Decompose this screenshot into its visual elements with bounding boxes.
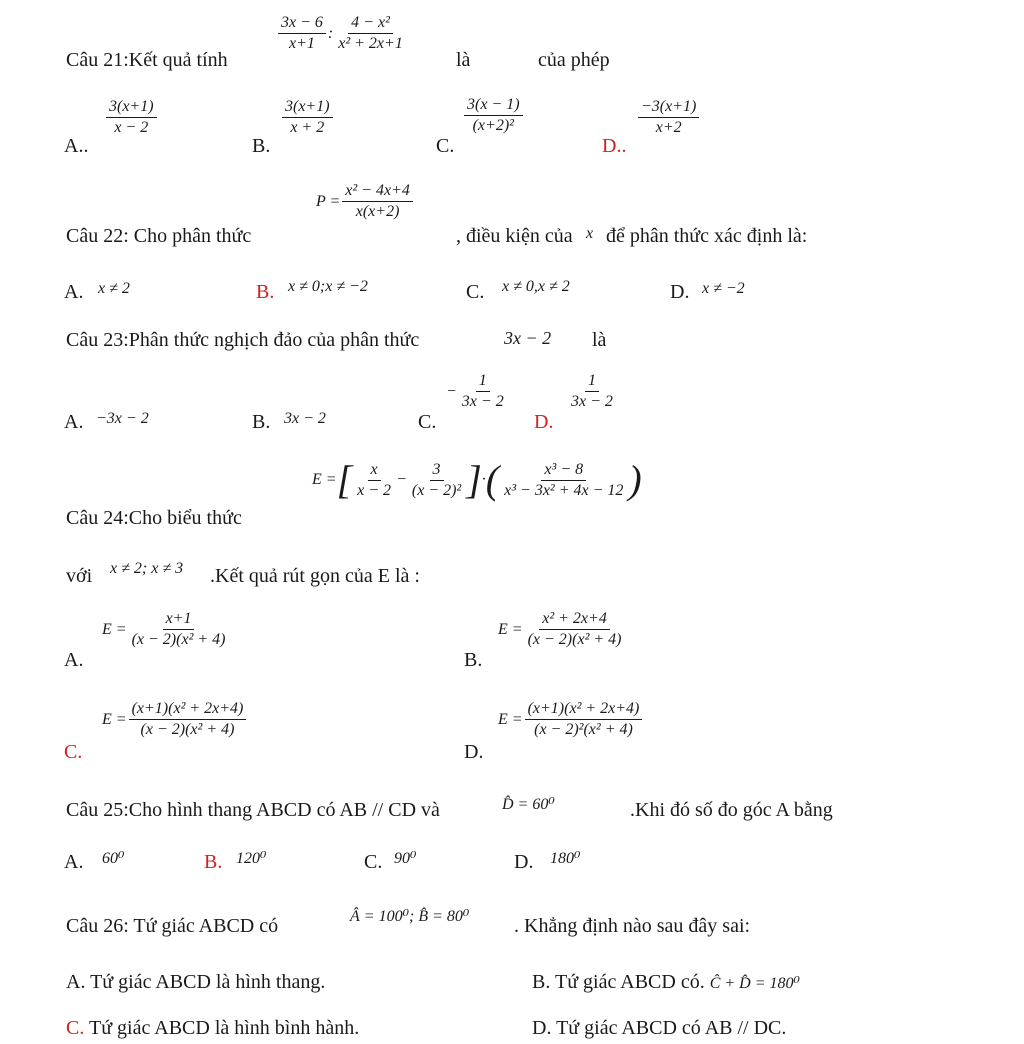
q22-suffix-a: , điều kiện của <box>456 225 573 247</box>
q21-mid: là <box>456 49 471 71</box>
q24-option-a[interactable]: E = $\frac{x+1}{\text{(x − 2)(x² + 4)}}$ <box>102 610 226 648</box>
q25-option-b[interactable]: 120⁰ <box>236 850 267 867</box>
q24-option-c[interactable]: E = $\frac{\text{(x+1)(x² + 2x+4)}}{\text{(x − 2)(x² + 4)}}$ <box>102 700 248 739</box>
q23-option-d-label[interactable]: D. <box>534 411 554 433</box>
q24-option-b[interactable]: E = $\frac{\text{x² + 2x+4}}{\text{(x − 2)(x² + 4)}}$ <box>498 610 622 648</box>
q21-option-d[interactable]: $\frac{-3(x+1)}{x+2}$ <box>636 98 701 137</box>
q21-option-c-label[interactable]: C. <box>436 135 455 157</box>
q22-option-a[interactable]: x ≠ 2 <box>98 280 130 297</box>
q22-option-a-label[interactable]: A. <box>64 281 84 303</box>
q26-option-b-math: Ĉ + D̂ = 180⁰ <box>709 975 800 992</box>
q26-option-b[interactable]: B. Tứ giác ABCD có. Ĉ + D̂ = 180⁰ <box>532 971 800 993</box>
q21-option-a[interactable]: $\frac{3(x+1)}{x - 2}$ <box>104 98 159 137</box>
q21-fraction-1: $\frac{3x - 6}{x+1}$ <box>278 14 326 53</box>
q26-option-d[interactable]: D. Tứ giác ABCD có AB // DC. <box>532 1017 787 1039</box>
q25-suffix: .Khi đó số đo góc A bằng <box>630 799 833 821</box>
q26-option-c[interactable]: C. Tứ giác ABCD là hình bình hành. <box>66 1017 360 1039</box>
q24-cond-suffix: .Kết quả rút gọn của E là : <box>210 565 420 587</box>
q24-option-a-label[interactable]: A. <box>64 649 84 671</box>
q24-condition: x ≠ 2; x ≠ 3 <box>110 560 184 577</box>
q22-option-c-label[interactable]: C. <box>466 281 485 303</box>
q24-option-d[interactable]: E = $\frac{\text{(x+1)(x² + 2x+4)}}{\text{(x − 2)²(x² + 4)}}$ <box>498 700 644 739</box>
q25-option-d[interactable]: 180⁰ <box>550 850 581 867</box>
q21-expression: $\frac{3x - 6}{x+1}$ : $\frac{\text{4 − x²}}{\text{x² + 2x+1}}$ <box>276 14 408 53</box>
q22-option-b[interactable]: x ≠ 0;x ≠ −2 <box>288 278 368 295</box>
q21-option-b-label[interactable]: B. <box>252 135 271 157</box>
q23-option-b[interactable]: 3x − 2 <box>284 410 326 427</box>
q21-suffix: của phép <box>538 49 610 71</box>
q21-option-a-label[interactable]: A.. <box>64 135 89 157</box>
q22-option-d-label[interactable]: D. <box>670 281 690 303</box>
q23-option-a[interactable]: −3x − 2 <box>96 410 149 427</box>
q21-option-d-label[interactable]: D.. <box>602 135 627 157</box>
q24-expression: E = [ $\frac{x}{x - 2}$ − $\frac{3}{\text{(x − 2)²}}$ ] · ( $\frac{\text{x³ − 8}}{\text{x³ − 3x² + 4x − 12}}$ ) <box>312 457 642 502</box>
q22-option-c[interactable]: x ≠ 0,x ≠ 2 <box>502 278 570 295</box>
q25-option-d-label[interactable]: D. <box>514 851 534 873</box>
q23-option-c-label[interactable]: C. <box>418 411 437 433</box>
q26-expression: Â = 100⁰; B̂ = 80⁰ <box>350 908 470 925</box>
q21-option-b[interactable]: $\frac{3(x+1)}{x + 2}$ <box>280 98 335 137</box>
q22-variable: x <box>586 225 594 242</box>
q22-expression: P = $\frac{\text{x² − 4x+4}}{x(x+2)}$ <box>316 182 415 221</box>
q23-option-b-label[interactable]: B. <box>252 411 271 433</box>
q22-suffix-b: để phân thức xác định là: <box>606 225 808 247</box>
q25-option-a-label[interactable]: A. <box>64 851 84 873</box>
q23-expression: 3x − 2 <box>504 328 552 348</box>
q25-option-a[interactable]: 60⁰ <box>102 850 125 867</box>
q26-suffix: . Khẳng định nào sau đây sai: <box>514 915 751 937</box>
q25-expression: D̂ = 60⁰ <box>502 796 555 813</box>
q21-option-c[interactable]: $\frac{3(x - 1)}{\text{(x+2)²}}$ <box>462 96 525 135</box>
q26-prefix: Câu 26: Tứ giác ABCD có <box>66 915 279 937</box>
q23-prefix: Câu 23:Phân thức nghịch đảo của phân thức <box>66 329 420 351</box>
q24-option-b-label[interactable]: B. <box>464 649 483 671</box>
q22-option-d[interactable]: x ≠ −2 <box>702 280 745 297</box>
q24-option-d-label[interactable]: D. <box>464 741 484 763</box>
q25-option-c[interactable]: 90⁰ <box>394 850 417 867</box>
q26-option-a[interactable]: A. Tứ giác ABCD là hình thang. <box>66 971 326 993</box>
q24-prefix: Câu 24:Cho biểu thức <box>66 507 242 529</box>
q21-fraction-2: $\frac{\text{4 − x²}}{\text{x² + 2x+1}}$ <box>338 14 403 52</box>
q23-suffix: là <box>592 329 607 351</box>
q21-prefix: Câu 21:Kết quả tính <box>66 49 228 71</box>
q25-option-b-label[interactable]: B. <box>204 851 223 873</box>
q24-cond-prefix: với <box>66 565 93 587</box>
q25-option-c-label[interactable]: C. <box>364 851 383 873</box>
q23-option-d[interactable]: $\frac{1}{3x - 2}$ <box>571 372 613 410</box>
q22-option-b-label[interactable]: B. <box>256 281 275 303</box>
q25-prefix: Câu 25:Cho hình thang ABCD có AB // CD và <box>66 799 440 821</box>
q22-prefix: Câu 22: Cho phân thức <box>66 225 252 247</box>
q23-option-c[interactable]: − $\frac{1}{3x - 2}$ <box>446 372 504 410</box>
q23-option-a-label[interactable]: A. <box>64 411 84 433</box>
q24-option-c-label[interactable]: C. <box>64 741 83 763</box>
